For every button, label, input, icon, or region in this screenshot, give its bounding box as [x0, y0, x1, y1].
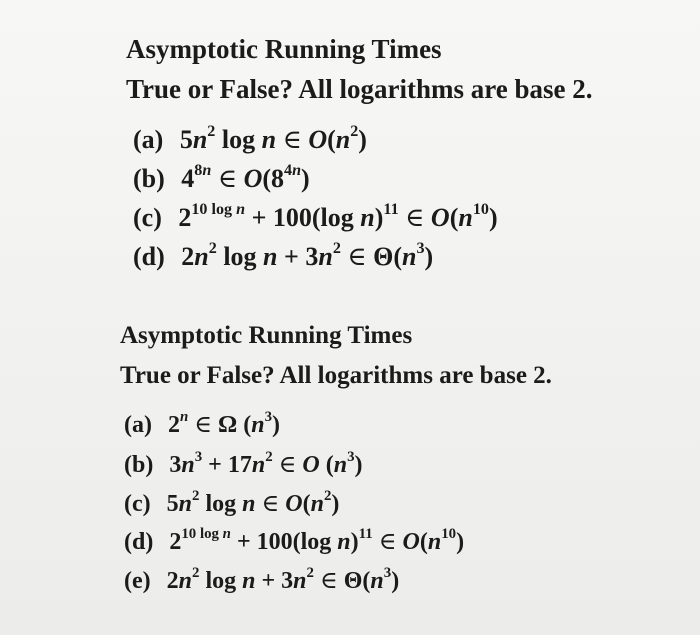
- item-label: (a): [124, 412, 152, 438]
- block-1-instructions: True or False? All logarithms are base 2.: [126, 74, 593, 104]
- block-2-item-a: [124, 410, 280, 439]
- item-label: (e): [124, 568, 151, 594]
- expression: 2$^n$ ∈ Ω $(n^3)$: [167, 408, 281, 438]
- expression: $2n^2$ $\log n + 3n^2$ ∈ $\Theta(n^3)$: [166, 564, 400, 594]
- block-2-title: Asymptotic Running Times: [120, 322, 413, 349]
- block-1-item-d: [133, 239, 434, 272]
- item-label: (a): [133, 125, 164, 154]
- block-2-item-c: [124, 489, 339, 518]
- expression: $2n^2$ $\log n + 3n^2$ ∈ $\Theta(n^3)$: [181, 239, 434, 271]
- block-2-item-b: [124, 450, 363, 479]
- block-1-title: Asymptotic Running Times: [126, 34, 442, 64]
- item-label: (d): [124, 529, 154, 555]
- expression: $5n^2$ log n ∈ $O(n^2)$: [166, 487, 340, 517]
- block-1-item-a: [133, 122, 367, 155]
- item-label: (d): [133, 242, 165, 271]
- expression: $2^{10 log n} + 100(\log$ n)$^{11}$ ∈ $O(n^{10})$: [178, 200, 498, 232]
- expression: $3n^3 + 17n^2$ ∈ O $(n^3)$: [169, 448, 363, 478]
- block-1-item-b: [133, 161, 310, 194]
- block-2-item-e: [124, 566, 399, 595]
- block-1-item-c: [133, 200, 498, 233]
- block-2-instructions: True or False? All logarithms are base 2.: [120, 362, 552, 389]
- expression: $2^{10 log n} + 100(\log$ n)$^{11}$ ∈ $O(n^{10})$: [169, 525, 465, 555]
- item-label: (c): [124, 491, 151, 517]
- block-2-item-d: [124, 527, 464, 556]
- item-label: (b): [133, 164, 165, 193]
- item-label: (c): [133, 203, 162, 232]
- expression: $4^{8n}$ ∈ $O(8^{4n})$: [181, 161, 310, 193]
- expression: $5n^2$ log n ∈ $O(n^2)$: [179, 122, 367, 154]
- item-label: (b): [124, 452, 154, 478]
